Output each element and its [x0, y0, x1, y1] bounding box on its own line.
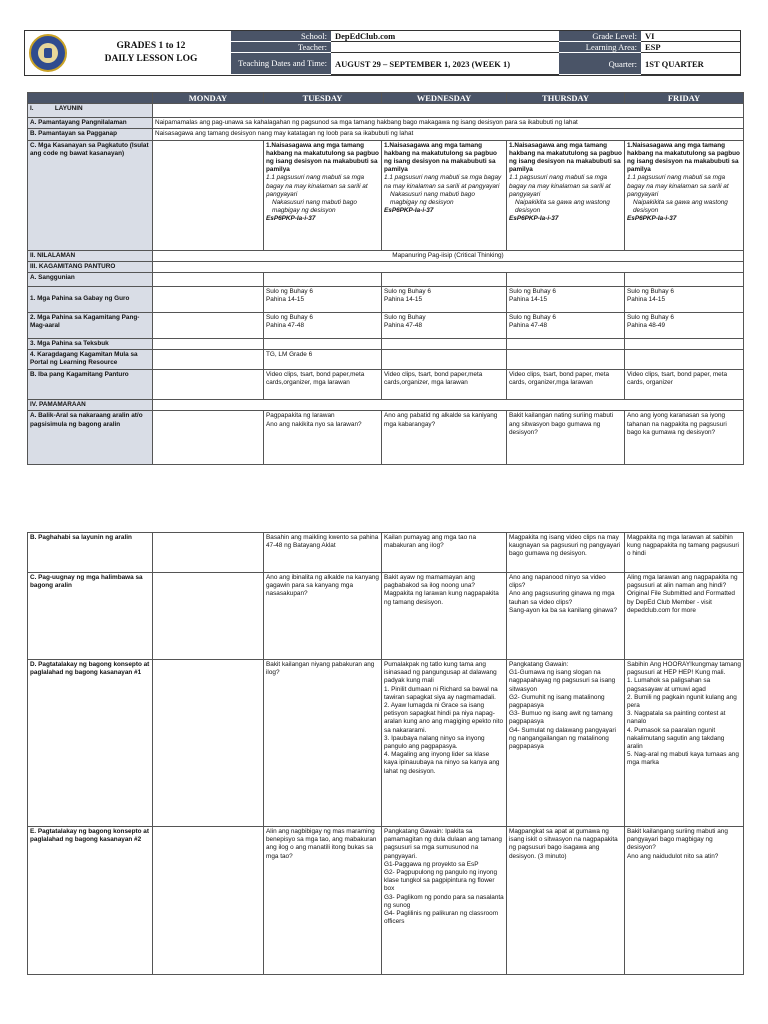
teksbuk-label: 3. Mga Pahina sa Teksbuk — [28, 339, 153, 350]
pagtalakay-1-label: D. Pagtatalakay ng bagong konsepto at paglalahad ng bagong kasanayan #1 — [28, 660, 153, 827]
day-header-tuesday: TUESDAY — [264, 93, 382, 104]
kasanayan-cell: 1.Naisasagawa ang mga tamang hakbang na makatutulong sa pagbuo ng isang desisyon na makabubuti sa pamilya 1.1 pagsusuri nang mabuti sa mga bagay na may kinalaman sa sarili at pangyayari Nakasusuri nang mabuti bago magbigay ng desisyon EsP6PKP-Ia-i-37 — [382, 140, 507, 250]
kasanayan-cell: 1.Naisasagawa ang mga tamang hakbang na makatutulong sa pagbuo ng isang desisyon na makabubuti sa pamilya 1.1 pagsusuri nang mabuti sa mga bagay na may kinalaman sa sarili at pangyayari Nakasusuri nang mabuti bago magbigay ng desisyon EsP6PKP-Ia-i-37 — [264, 140, 382, 250]
pagtalakay-2-cell: Pangkatang Gawain: Ipakita sa pamamagitan ng dula dulaan ang tamang pagsusuri sa mga sumusunod na pangyayari. G1-Paggawa ng proyekto sa EsP G2- Pagpupulong ng pangulo ng inyong klase tungkol sa pagpipintura ng flower box G3- Paglikom ng pondo para sa nasalanta ng sunog G4- Paglilinis ng palikuran ng classroom officers — [382, 827, 507, 975]
pag-uugnay-cell: Aling mga larawan ang nagpapakita ng pagsusuri at alin naman ang hindi? Original File Submitted and Formatted by DepEd Club Member - visit depedclub.com for more — [625, 573, 744, 660]
kasanayan-cell: 1.Naisasagawa ang mga tamang hakbang na makatutulong sa pagbuo ng isang desisyon na makabubuti sa pamilya 1.1 pagsusuri nang mabuti sa mga bagay na may kinalaman sa sarili at pangyayari Naipakikita sa gawa ang wastong desisyon EsP6PKP-Ia-i-37 — [507, 140, 625, 250]
day-header-wednesday: WEDNESDAY — [382, 93, 507, 104]
day-header-friday: FRIDAY — [625, 93, 744, 104]
gabay-cell: Sulo ng Buhay 6 Pahina 14-15 — [382, 287, 507, 313]
pamamaraan-label: IV. PAMAMARAAN — [28, 400, 153, 411]
pagtalakay-2-label: E. Pagtatalakay ng bagong konsepto at paglalahad ng bagong kasanayan #2 — [28, 827, 153, 975]
pag-uugnay-cell: Ano ang ibinalita ng alkalde na kanyang gagawin para sa kanyang mga nasasakupan? — [264, 573, 382, 660]
paghahabi-label: B. Paghahabi sa layunin ng aralin — [28, 533, 153, 573]
grade-level-value: VI — [641, 31, 741, 42]
iba-kagamitan-cell: Video clips, tsart, bond paper,meta cards,organizer, mga larawan — [382, 370, 507, 400]
pag-uugnay-label: C. Pag-uugnay ng mga halimbawa sa bagong aralin — [28, 573, 153, 660]
gabay-cell: Sulo ng Buhay 6 Pahina 14-15 — [625, 287, 744, 313]
karagdagan-value: TG, LM Grade 6 — [264, 350, 382, 370]
pag-uugnay-cell: Ano ang napanood ninyo sa video clips? Ano ang pagsusuring ginawa ng mga tauhan sa video clips? Sang-ayon ka ba sa kanilang ginawa? — [507, 573, 625, 660]
mag-aaral-cell: Sulo ng Buhay 6 Pahina 48-49 — [625, 313, 744, 339]
karagdagan-label: 4. Karagdagang Kagamitan Mula sa Portal ng Learning Resource — [28, 350, 153, 370]
mag-aaral-cell: Sulo ng Buhay Pahina 47-48 — [382, 313, 507, 339]
pagtalakay-1-cell: Bakit kailangan niyang pabakuran ang ilog? — [264, 660, 382, 827]
school-value: DepEdClub.com — [331, 31, 559, 42]
learning-area-label: Learning Area: — [559, 42, 641, 53]
title-line-1: GRADES 1 to 12 — [116, 41, 186, 51]
sanggunian-label: A. Sanggunian — [28, 273, 153, 287]
nilalaman-label: II. NILALAMAN — [28, 250, 153, 261]
teacher-value — [331, 42, 559, 53]
mag-aaral-label: 2. Mga Pahina sa Kagamitang Pang- Mag-aaral — [28, 313, 153, 339]
mag-aaral-cell: Sulo ng Buhay 6 Pahina 47-48 — [264, 313, 382, 339]
title-line-2: DAILY LESSON LOG — [104, 54, 198, 64]
grade-level-label: Grade Level: — [559, 31, 641, 42]
pag-uugnay-cell: Bakit ayaw ng mamamayan ang pagbabakod sa ilog noong una? Magpakita ng larawan kung nagpapakita ng tamang desisyon. — [382, 573, 507, 660]
gabay-guro-label: 1. Mga Pahina sa Gabay ng Guro — [28, 287, 153, 313]
lesson-log-header — [24, 30, 741, 76]
pagtalakay-1-cell: Sabihin Ang HOORAY!kungmay tamang pagsusuri at HEP HEP! Kung mali. 1. Lumahok sa paligsahan sa pagsasayaw at umuwi agad 2. Bumili ng pagkain ngunit kulang ang pera 3. Nagpatala sa painting contest at nanalo 4. Pumasok sa paaralan ngunit nakalimutang sagutin ang takdang aralin 5. Nag-aral ng mabuti kaya tumaas ang mga marka — [625, 660, 744, 827]
pamantayang-pangnilalaman-label: A. Pamantayang Pangnilalaman — [28, 118, 153, 129]
dates-value: AUGUST 29 – SEPTEMBER 1, 2023 (WEEK 1) — [331, 53, 559, 75]
iba-kagamitan-label: B. Iba pang Kagamitang Panturo — [28, 370, 153, 400]
balik-aral-label: A. Balik-Aral sa nakaraang aralin at/o pagsisimula ng bagong aralin — [28, 411, 153, 465]
day-header-monday: MONDAY — [153, 93, 264, 104]
paghahabi-cell: Basahin ang maikling kwento sa pahina 47-48 ng Batayang Aklat — [264, 533, 382, 573]
school-label: School: — [231, 31, 331, 42]
document-title — [71, 31, 231, 75]
dates-label: Teaching Dates and Time: — [231, 53, 331, 75]
lesson-log-table-2 — [27, 532, 744, 975]
paghahabi-cell: Kailan pumayag ang mga tao na mabakuran ang ilog? — [382, 533, 507, 573]
pagtalakay-1-cell: Pumalakpak ng tatlo kung tama ang isinasaad ng pangungusap at dalawang padyak kung mali 1. Pinilit dumaan ni Richard sa bawal na tawiran sapagkat siya ay nagmamadali. 2. Ayaw lumagda ni Grace sa isang petisyon sapagkat hindi pa niya napag-aralan kung ano ang magiging epekto nito sa nakararami. 3. Ipaubaya nalang ninyo sa inyong pangulo ang pagpapasya. 4. Magaling ang inyong lider sa klase kaya ipinauubaya na ninyo sa kanya ang lahat ng desisyon. — [382, 660, 507, 827]
paghahabi-cell: Magpakita ng isang video clips na may kaugnayan sa pagsusuri ng pangyayari bago gumawa ng desisyon. — [507, 533, 625, 573]
day-header-thursday: THURSDAY — [507, 93, 625, 104]
deped-seal-logo — [25, 31, 71, 75]
iba-kagamitan-cell: Video clips, tsart, bond paper, meta cards, organizer,mga larawan — [507, 370, 625, 400]
pagtalakay-2-cell: Alin ang nagbibigay ng mas maraming benepisyo sa mga tao, ang mabakuran ang ilog o ang manatili itong bukas sa mga tao? — [264, 827, 382, 975]
gabay-cell: Sulo ng Buhay 6 Pahina 14-15 — [264, 287, 382, 313]
section-layunin: I. LAYUNIN — [28, 104, 153, 118]
quarter-value: 1ST QUARTER — [641, 53, 741, 75]
pamantayang-pangnilalaman-value: Naipamamalas ang pag-unawa sa kahalagahan ng pagsunod sa mga tamang hakbang bago makagawa ng isang desisyon para sa ikabubuti ng lahat — [153, 118, 744, 129]
balik-aral-cell: Bakit kailangan nating suriing mabuti ang sitwasyon bago gumawa ng desisyon? — [507, 411, 625, 465]
iba-kagamitan-cell: Video clips, tsart, bond paper,meta cards,organizer, mga larawan — [264, 370, 382, 400]
lesson-log-table-1 — [27, 92, 744, 465]
corner-header — [28, 93, 153, 104]
iba-kagamitan-cell: Video clips, tsart, bond paper, meta cards, organizer — [625, 370, 744, 400]
paghahabi-cell: Magpakita ng mga larawan at sabihin kung nagpapakita ng tamang pagsusuri o hindi — [625, 533, 744, 573]
pamantayan-pagganap-label: B. Pamantayan sa Pagganap — [28, 129, 153, 140]
mag-aaral-cell: Sulo ng Buhay 6 Pahina 47-48 — [507, 313, 625, 339]
teacher-label: Teacher: — [231, 42, 331, 53]
gabay-cell: Sulo ng Buhay 6 Pahina 14-15 — [507, 287, 625, 313]
balik-aral-cell: Ano ang iyong karanasan sa iyong tahanan na nagpakita ng pagsusuri bago ka gumawa ng desisyon? — [625, 411, 744, 465]
kagamitan-label: III. KAGAMITANG PANTURO — [28, 261, 153, 272]
pamantayan-pagganap-value: Naisasagawa ang tamang desisyon nang may katatagan ng loob para sa ikabubuti ng lahat — [153, 129, 744, 140]
balik-aral-cell: Pagpapakita ng larawan Ano ang nakikita nyo sa larawan? — [264, 411, 382, 465]
nilalaman-value: Mapanuring Pag-iisip (Critical Thinking) — [153, 250, 744, 261]
quarter-label: Quarter: — [559, 53, 641, 75]
pagtalakay-2-cell: Bakit kailangang suriing mabuti ang pangyayari bago magbigay ng desisyon? Ano ang naidudulot nito sa atin? — [625, 827, 744, 975]
pagtalakay-2-cell: Magpangkat sa apat at gumawa ng isang iskit o sitwasyon na nagpapakita ng pagsusuri bago isagawa ang desisyon. (3 minuto) — [507, 827, 625, 975]
pagtalakay-1-cell: Pangkatang Gawain: G1-Gumawa ng isang slogan na nagpapahayag ng pagsusuri sa isang sitwasyon G2- Gumuhit ng isang matalinong pagpapasya G3- Bumuo ng isang awit ng tamang pagpapasya G4- Sumulat ng dalawang pangyayari ng nangangailangan ng matalinong pagpapasya — [507, 660, 625, 827]
kasanayan-label: C. Mga Kasanayan sa Pagkatuto (Isulat ang code ng bawat kasanayan) — [28, 140, 153, 250]
balik-aral-cell: Ano ang pabatid ng alkalde sa kaniyang mga kabarangay? — [382, 411, 507, 465]
kasanayan-cell: 1.Naisasagawa ang mga tamang hakbang na makatutulong sa pagbuo ng isang desisyon na makabubuti sa pamilya 1.1 pagsusuri nang mabuti sa mga bagay na may kinalaman sa sarili at pangyayari Naipakikita sa gawa ang wastong desisyon EsP6PKP-Ia-i-37 — [625, 140, 744, 250]
learning-area-value: ESP — [641, 42, 741, 53]
